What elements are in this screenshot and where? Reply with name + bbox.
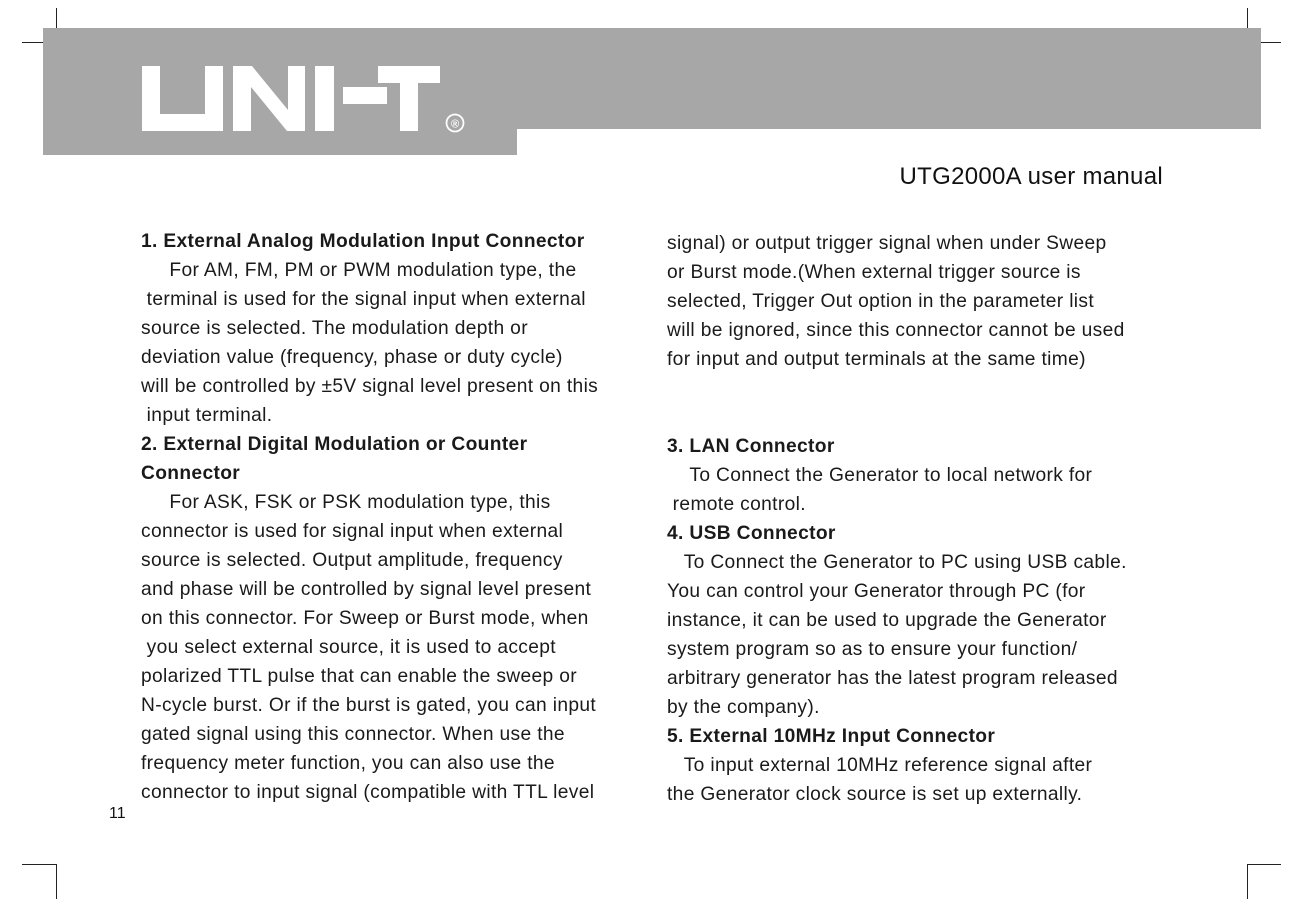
body-text-line: For AM, FM, PM or PWM modulation type, the xyxy=(141,260,577,281)
body-text-line: deviation value (frequency, phase or duty cycle) xyxy=(141,347,563,368)
right-column-continuation xyxy=(667,229,1172,374)
body-text-line: gated signal using this connector. When use the xyxy=(141,724,565,745)
section-heading: Connector xyxy=(141,463,241,484)
crop-mark-bottom-left-h xyxy=(22,864,56,865)
body-text-line: input terminal. xyxy=(141,405,273,426)
body-text-line: You can control your Generator through PC (for xyxy=(667,581,1086,602)
body-text-line: selected, Trigger Out option in the parameter list xyxy=(667,291,1095,312)
body-text-line: you select external source, it is used to accept xyxy=(141,637,556,658)
section-heading: 3. LAN Connector xyxy=(667,436,835,457)
page-number: 11 xyxy=(109,805,126,822)
body-text-line: source is selected. Output amplitude, frequency xyxy=(141,550,563,571)
left-column xyxy=(141,227,641,807)
body-text-line: frequency meter function, you can also use the xyxy=(141,753,555,774)
uni-t-logo xyxy=(140,64,470,138)
body-text-line: N-cycle burst. Or if the burst is gated, you can input xyxy=(141,695,597,716)
body-text-line: instance, it can be used to upgrade the Generator xyxy=(667,610,1107,631)
body-text-line: by the company). xyxy=(667,697,820,718)
body-text-line: and phase will be controlled by signal level present xyxy=(141,579,592,600)
body-text-line: will be controlled by ±5V signal level present on this xyxy=(141,376,599,397)
section-heading: 5. External 10MHz Input Connector xyxy=(667,726,996,747)
body-text-line: signal) or output trigger signal when under Sweep xyxy=(667,233,1107,254)
body-text-line: or Burst mode.(When external trigger source is xyxy=(667,262,1081,283)
right-column xyxy=(667,229,1172,809)
registered-mark: ® xyxy=(450,118,460,131)
body-text-line: source is selected. The modulation depth or xyxy=(141,318,528,339)
section-heading: 4. USB Connector xyxy=(667,523,836,544)
body-text-line: terminal is used for the signal input when external xyxy=(141,289,586,310)
body-text-line: remote control. xyxy=(667,494,806,515)
body-text-line: To Connect the Generator to local network for xyxy=(667,465,1093,486)
body-text-line: polarized TTL pulse that can enable the sweep or xyxy=(141,666,577,687)
body-text-line: will be ignored, since this connector cannot be used xyxy=(667,320,1125,341)
crop-mark-bottom-right-h xyxy=(1248,864,1281,865)
document-title: UTG2000A user manual xyxy=(899,163,1163,190)
section-heading: 1. External Analog Modulation Input Connector xyxy=(141,231,585,252)
right-column-sections xyxy=(667,432,1172,809)
body-text-line: connector is used for signal input when external xyxy=(141,521,564,542)
body-text-line: for input and output terminals at the same time) xyxy=(667,349,1086,370)
crop-mark-bottom-left-v xyxy=(56,864,57,899)
section-gap xyxy=(667,374,1172,432)
body-text-line: To Connect the Generator to PC using USB cable. xyxy=(667,552,1127,573)
section-heading: 2. External Digital Modulation or Counter xyxy=(141,434,528,455)
body-text-line: on this connector. For Sweep or Burst mode, when xyxy=(141,608,589,629)
body-text-line: the Generator clock source is set up externally. xyxy=(667,784,1083,805)
body-text-line: system program so as to ensure your function/ xyxy=(667,639,1078,660)
crop-mark-bottom-right-v xyxy=(1247,864,1248,899)
body-text-line: connector to input signal (compatible with TTL level xyxy=(141,782,595,803)
body-text-line: arbitrary generator has the latest program released xyxy=(667,668,1118,689)
body-text-line: To input external 10MHz reference signal after xyxy=(667,755,1093,776)
body-text-line: For ASK, FSK or PSK modulation type, this xyxy=(141,492,551,513)
